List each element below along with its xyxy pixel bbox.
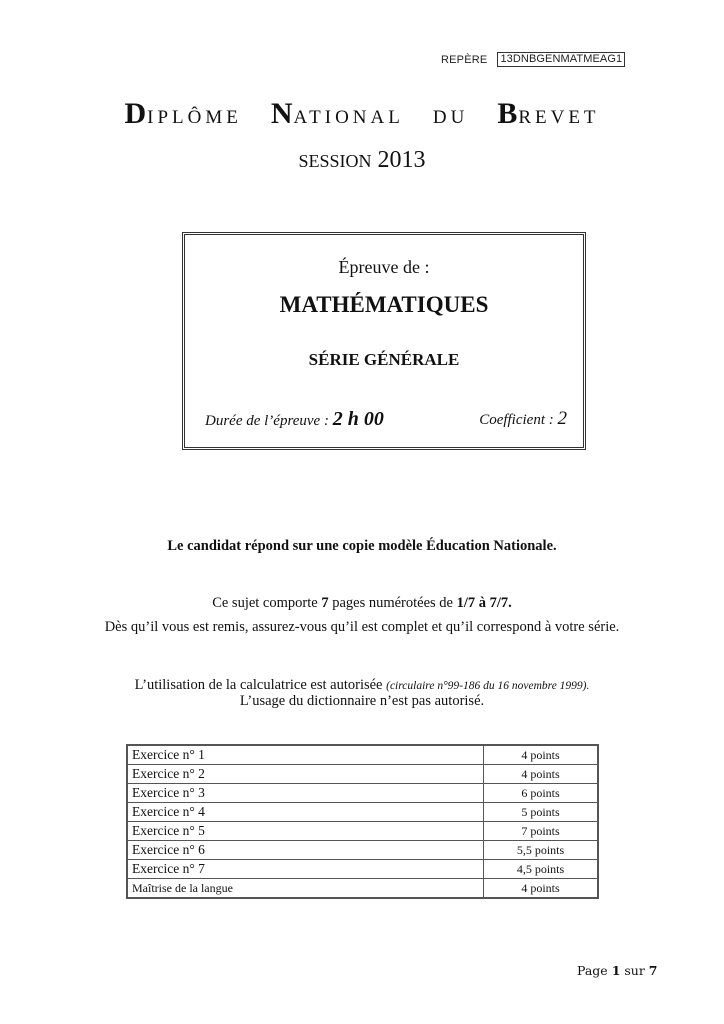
check-note: Dès qu’il vous est remis, assurez-vous qu’il est complet et qu’il correspond à votre série.	[104, 619, 620, 635]
exercise-cell: Exercice n° 1	[127, 745, 484, 765]
title-word: REVET	[518, 107, 600, 128]
points-cell: 4 points	[484, 745, 599, 765]
subject-title: MATHÉMATIQUES	[279, 292, 489, 317]
table-row	[127, 841, 598, 860]
duration-value: 2 h 00	[332, 408, 384, 430]
page-sep: sur	[620, 963, 649, 978]
page-current: 1	[611, 963, 621, 978]
points-cell: 5,5 points	[484, 841, 599, 860]
calculator-reference: (circulaire n°99-186 du 16 novembre 1999).	[386, 680, 590, 692]
exercise-cell: Exercice n° 4	[127, 803, 484, 822]
page-label: Page	[577, 963, 612, 978]
document-title	[0, 94, 724, 131]
calculator-text: L’utilisation de la calculatrice est autorisée	[134, 677, 387, 693]
calculator-note	[0, 677, 724, 694]
exercise-cell: Exercice n° 6	[127, 841, 484, 860]
duration	[205, 408, 384, 431]
page-total: 7	[648, 963, 658, 978]
coefficient	[479, 408, 567, 430]
series-title: SÉRIE GÉNÉRALE	[308, 350, 460, 369]
title-word: DU	[432, 107, 469, 128]
coefficient-value: 2	[557, 408, 567, 429]
pages-note	[0, 595, 724, 612]
title-initial: D	[124, 97, 148, 130]
reference-label: REPÈRE	[441, 53, 488, 66]
page-number	[577, 963, 657, 978]
table-row	[127, 822, 598, 841]
table-row	[127, 879, 598, 899]
table-row	[127, 765, 598, 784]
session-heading	[0, 147, 724, 174]
points-cell: 4 points	[484, 879, 599, 899]
reference-code	[441, 52, 625, 67]
coefficient-label: Coefficient :	[479, 412, 554, 428]
points-cell: 7 points	[484, 822, 599, 841]
points-cell: 4 points	[484, 765, 599, 784]
points-cell: 5 points	[484, 803, 599, 822]
exam-info-box	[182, 232, 586, 450]
table-row	[127, 745, 598, 765]
pages-text: Ce sujet comporte	[212, 595, 322, 611]
exercise-cell: Exercice n° 7	[127, 860, 484, 879]
reference-code-value: 13DNBGENMATMEAG1	[497, 52, 625, 67]
title-initial: B	[497, 97, 519, 130]
pages-count: 7	[321, 595, 329, 611]
title-word: IPLÔME	[147, 107, 242, 128]
session-year: 2013	[377, 147, 426, 173]
points-table	[126, 744, 599, 899]
exercise-cell: Exercice n° 2	[127, 765, 484, 784]
points-cell: 6 points	[484, 784, 599, 803]
table-row	[127, 860, 598, 879]
pages-text: pages numérotées de	[328, 595, 457, 611]
exercise-cell: Exercice n° 3	[127, 784, 484, 803]
table-row	[127, 803, 598, 822]
points-cell: 4,5 points	[484, 860, 599, 879]
pages-range: 1/7 à 7/7.	[456, 595, 512, 611]
session-label: SESSION	[298, 151, 372, 171]
title-initial: N	[270, 97, 294, 130]
duration-label: Durée de l’épreuve :	[205, 413, 329, 429]
exercise-cell: Maîtrise de la langue	[127, 879, 484, 899]
title-word: ATIONAL	[293, 107, 404, 128]
exercise-cell: Exercice n° 5	[127, 822, 484, 841]
table-row	[127, 784, 598, 803]
copy-note: Le candidat répond sur une copie modèle Éducation Nationale.	[167, 538, 557, 554]
dictionary-note: L’usage du dictionnaire n’est pas autorisé.	[239, 693, 485, 709]
epreuve-label: Épreuve de :	[338, 257, 430, 277]
